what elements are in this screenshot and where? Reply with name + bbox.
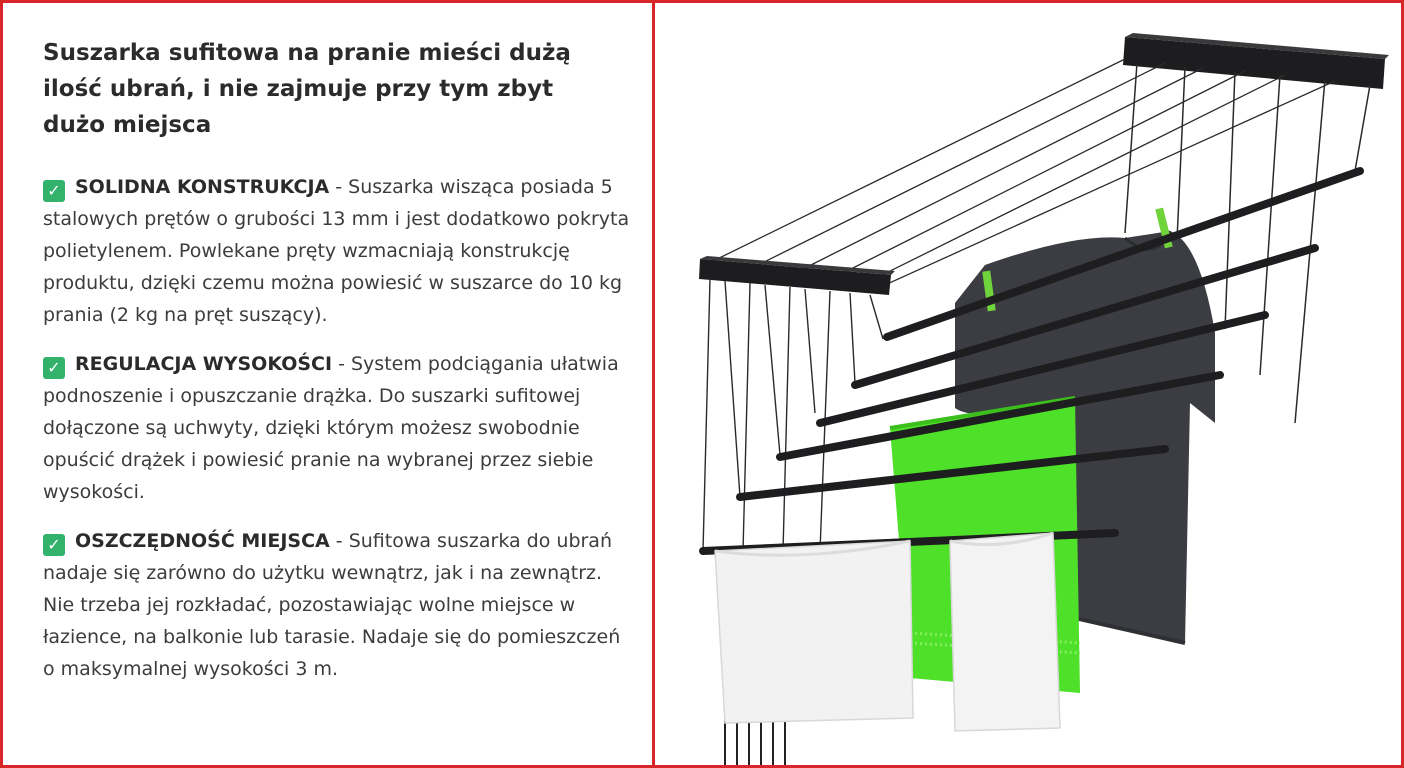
ceiling-ropes [705, 59, 1335, 285]
feature-separator: - [329, 176, 349, 198]
check-mark-icon: ✓ [43, 534, 65, 556]
feature-body: Suszarka wisząca posiada 5 stalowych prętów o grubości 13 mm i jest dodatkowo pokryta polietylenem. Powlekane pręty wzmacniają konstrukcję produktu, dzięki czemu można powiesić w suszarce do 10 kg prania (2 kg na pręt suszący). [43, 176, 630, 326]
feature-separator: - [332, 353, 351, 375]
description-panel [3, 3, 652, 765]
feature-body: System podciągania ułatwia podnoszenie i opuszczanie drążka. Do suszarki sufitowej dołączone są uchwyty, dzięki którym możesz swobodnie opuścić drążek i powiesić pranie na wybranej przez siebie wysokości. [43, 353, 619, 503]
check-mark-icon: ✓ [43, 180, 65, 202]
headline: Suszarka sufitowa na pranie mieści dużą ilość ubrań, i nie zajmuje przy tym zbyt dużo miejsca [43, 40, 571, 138]
feature-title: OSZCZĘDNOŚĆ MIEJSCA [75, 530, 330, 552]
feature-title: REGULACJA WYSOKOŚCI [75, 353, 333, 375]
feature-space-saving [43, 525, 633, 685]
feature-height-adjustment [43, 348, 633, 508]
ceiling-dryer-illustration [655, 3, 1401, 765]
white-towels [715, 533, 1060, 731]
feature-separator: - [329, 530, 349, 552]
check-mark-icon: ✓ [43, 357, 65, 379]
feature-body: Sufitowa suszarka do ubrań nadaje się zarówno do użytku wewnątrz, jak i na zewnątrz. Nie trzeba jej rozkładać, pozostawiając wolne miejsce w łazience, na balkonie lub tarasie. Nadaje się do pomieszczeń o maksymalnej wysokości 3 m. [43, 530, 621, 680]
feature-title: SOLIDNA KONSTRUKCJA [75, 176, 330, 198]
product-image [655, 3, 1401, 765]
feature-solid-construction [43, 171, 633, 331]
back-ceiling-bracket [1123, 33, 1389, 89]
